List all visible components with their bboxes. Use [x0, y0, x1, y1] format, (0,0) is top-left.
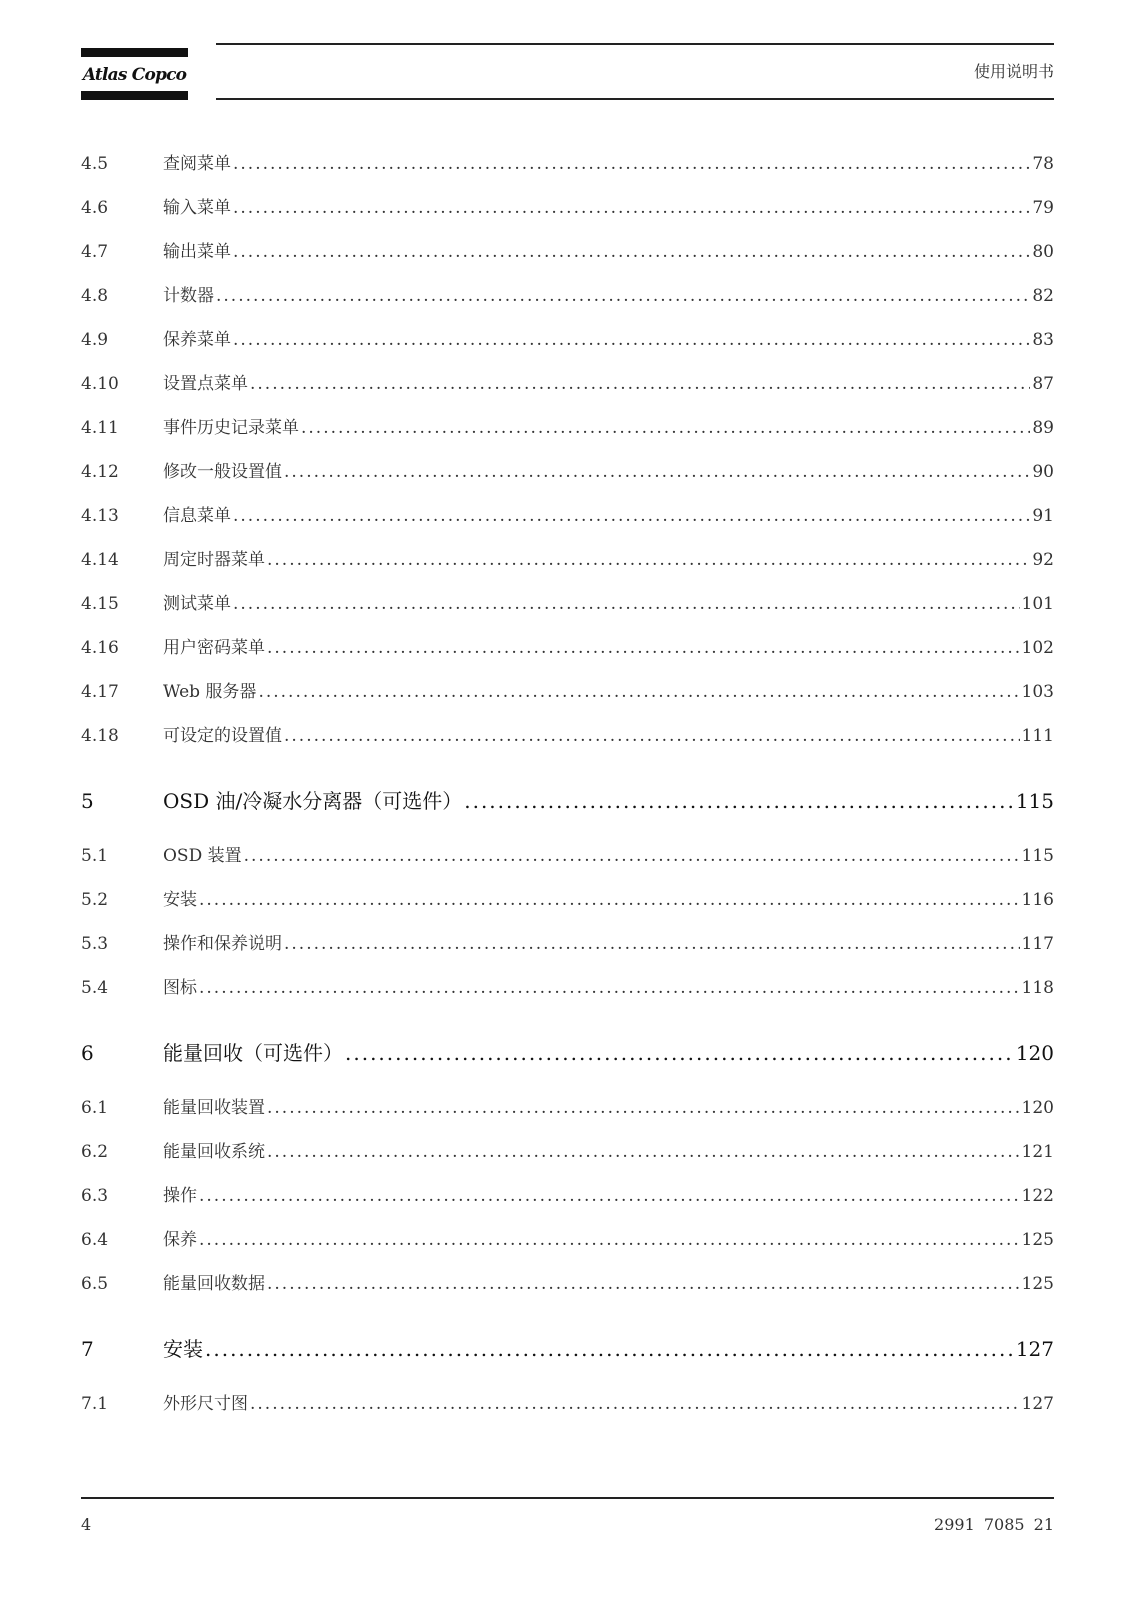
toc-entry-title: 测试菜单: [163, 594, 231, 614]
toc-entry-title: 能量回收数据: [163, 1274, 265, 1294]
header-rule-top: [216, 43, 1054, 45]
toc-dot-leader: [205, 1316, 1014, 1382]
toc-entry-page: 80: [1032, 242, 1054, 262]
toc-dot-leader: [233, 142, 1030, 186]
toc-entry-row[interactable]: [81, 1382, 1054, 1426]
toc-entry-row[interactable]: [81, 670, 1054, 714]
toc-entry-page: 111: [1021, 726, 1054, 746]
toc-entry-page: 125: [1021, 1230, 1054, 1250]
toc-dot-leader: [464, 768, 1014, 834]
toc-entry-page: 115: [1021, 846, 1054, 866]
toc-entry-title: 输入菜单: [163, 198, 231, 218]
toc-entry-number: 4.17: [81, 682, 119, 702]
toc-dot-leader: [244, 834, 1020, 878]
toc-entry-number: 4.12: [81, 462, 119, 482]
toc-entry-number: 7.1: [81, 1394, 109, 1414]
toc-dot-leader: [233, 582, 1020, 626]
toc-entry-page: 116: [1021, 890, 1054, 910]
toc-entry-number: 6.2: [81, 1142, 109, 1162]
toc-dot-leader: [258, 670, 1019, 714]
toc-entry-page: 115: [1015, 789, 1054, 813]
toc-dot-leader: [233, 186, 1030, 230]
toc-chapter-row[interactable]: [81, 768, 1054, 834]
header-rule-bottom: [216, 98, 1054, 100]
toc-entry-title: 安装: [163, 890, 197, 910]
toc-entry-row[interactable]: [81, 834, 1054, 878]
toc-entry-title: 事件历史记录菜单: [163, 418, 299, 438]
toc-entry-page: 122: [1021, 1186, 1054, 1206]
toc-entry-page: 127: [1015, 1337, 1054, 1361]
toc-entry-page: 87: [1032, 374, 1054, 394]
toc-entry-number: 6.3: [81, 1186, 109, 1206]
toc-entry-row[interactable]: [81, 230, 1054, 274]
toc-dot-leader: [284, 450, 1030, 494]
toc-entry-title: 信息菜单: [163, 506, 231, 526]
toc-entry-number: 5.1: [81, 846, 109, 866]
toc-entry-row[interactable]: [81, 922, 1054, 966]
atlas-copco-logo: [81, 48, 188, 100]
toc-entry-title: 保养菜单: [163, 330, 231, 350]
toc-entry-row[interactable]: [81, 1174, 1054, 1218]
toc-entry-row[interactable]: [81, 450, 1054, 494]
toc-entry-row[interactable]: [81, 966, 1054, 1010]
toc-entry-number: 4.10: [81, 374, 119, 394]
toc-dot-leader: [345, 1020, 1014, 1086]
toc-entry-page: 89: [1032, 418, 1054, 438]
toc-entry-number: 5: [81, 789, 94, 813]
toc-entry-title: 操作: [163, 1186, 197, 1206]
footer-rule: [81, 1497, 1054, 1499]
toc-entry-number: 4.6: [81, 198, 109, 218]
toc-entry-title: 保养: [163, 1230, 197, 1250]
logo-bar-bottom: [81, 91, 188, 100]
toc-entry-page: 117: [1021, 934, 1054, 954]
toc-entry-title: 图标: [163, 978, 197, 998]
toc-dot-leader: [267, 538, 1030, 582]
toc-chapter-row[interactable]: [81, 1316, 1054, 1382]
toc-entry-title: 修改一般设置值: [163, 462, 282, 482]
toc-entry-title: OSD 油/冷凝水分离器（可选件）: [163, 789, 463, 813]
toc-entry-title: 外形尺寸图: [163, 1394, 248, 1414]
logo-wordmark: Atlas Copco: [82, 65, 187, 85]
toc-entry-row[interactable]: [81, 878, 1054, 922]
toc-dot-leader: [267, 1086, 1020, 1130]
toc-entry-number: 4.9: [81, 330, 109, 350]
toc-entry-row[interactable]: [81, 1262, 1054, 1306]
toc-entry-page: 120: [1021, 1098, 1054, 1118]
toc-entry-number: 5.2: [81, 890, 109, 910]
toc-entry-number: 4.11: [81, 418, 119, 438]
toc-entry-title: OSD 装置: [163, 846, 242, 866]
toc-entry-title: 能量回收（可选件）: [163, 1041, 343, 1065]
toc-entry-page: 103: [1021, 682, 1054, 702]
toc-entry-title: 用户密码菜单: [163, 638, 265, 658]
toc-entry-row[interactable]: [81, 318, 1054, 362]
toc-entry-row[interactable]: [81, 714, 1054, 758]
toc-entry-number: 5.4: [81, 978, 109, 998]
toc-entry-page: 118: [1021, 978, 1054, 998]
toc-entry-number: 6.1: [81, 1098, 109, 1118]
toc-entry-title: 周定时器菜单: [163, 550, 265, 570]
toc-entry-title: 可设定的设置值: [163, 726, 282, 746]
toc-entry-page: 92: [1032, 550, 1054, 570]
toc-dot-leader: [250, 1382, 1020, 1426]
toc-dot-leader: [267, 626, 1020, 670]
toc-entry-page: 91: [1032, 506, 1054, 526]
toc-dot-leader: [284, 714, 1020, 758]
toc-entry-number: 7: [81, 1337, 94, 1361]
toc-entry-row[interactable]: [81, 274, 1054, 318]
toc-dot-leader: [284, 922, 1020, 966]
toc-entry-number: 4.15: [81, 594, 119, 614]
toc-entry-row[interactable]: [81, 1086, 1054, 1130]
toc-dot-leader: [199, 1174, 1020, 1218]
toc-entry-number: 4.13: [81, 506, 119, 526]
toc-entry-number: 4.5: [81, 154, 109, 174]
toc-entry-number: 4.7: [81, 242, 109, 262]
toc-entry-page: 120: [1015, 1041, 1054, 1065]
header-title: 使用说明书: [973, 62, 1054, 81]
toc-entry-page: 121: [1021, 1142, 1054, 1162]
footer-page-number: 4: [81, 1515, 92, 1534]
toc-entry-page: 78: [1032, 154, 1054, 174]
toc-entry-title: 能量回收装置: [163, 1098, 265, 1118]
toc-dot-leader: [267, 1130, 1020, 1174]
footer-document-code: 2991 7085 21: [934, 1515, 1054, 1534]
toc-dot-leader: [233, 494, 1030, 538]
toc-entry-page: 125: [1021, 1274, 1054, 1294]
toc-entry-page: 90: [1032, 462, 1054, 482]
toc-dot-leader: [301, 406, 1030, 450]
logo-bar-top: [81, 48, 188, 57]
toc-dot-leader: [199, 878, 1020, 922]
toc-entry-page: 83: [1032, 330, 1054, 350]
toc-entry-page: 79: [1032, 198, 1054, 218]
toc-entry-number: 5.3: [81, 934, 109, 954]
toc-entry-row[interactable]: [81, 582, 1054, 626]
toc-entry-number: 4.14: [81, 550, 119, 570]
toc-entry-row[interactable]: [81, 626, 1054, 670]
toc-entry-title: 输出菜单: [163, 242, 231, 262]
toc-entry-row[interactable]: [81, 186, 1054, 230]
toc-dot-leader: [233, 230, 1030, 274]
toc-dot-leader: [216, 274, 1030, 318]
toc-entry-number: 6.4: [81, 1230, 109, 1250]
toc-entry-row[interactable]: [81, 142, 1054, 186]
toc-entry-title: 设置点菜单: [163, 374, 248, 394]
toc-entry-title: 查阅菜单: [163, 154, 231, 174]
toc-entry-number: 4.18: [81, 726, 119, 746]
toc-entry-page: 102: [1021, 638, 1054, 658]
toc-dot-leader: [233, 318, 1030, 362]
toc-entry-title: 能量回收系统: [163, 1142, 265, 1162]
toc-entry-number: 6.5: [81, 1274, 109, 1294]
toc-entry-number: 4.16: [81, 638, 119, 658]
table-of-contents: [81, 142, 1054, 1426]
toc-entry-number: 6: [81, 1041, 94, 1065]
toc-entry-row[interactable]: [81, 494, 1054, 538]
toc-dot-leader: [267, 1262, 1020, 1306]
toc-dot-leader: [250, 362, 1030, 406]
toc-dot-leader: [199, 966, 1020, 1010]
toc-entry-page: 127: [1021, 1394, 1054, 1414]
toc-dot-leader: [199, 1218, 1020, 1262]
toc-entry-page: 82: [1032, 286, 1054, 306]
toc-entry-page: 101: [1021, 594, 1054, 614]
toc-entry-title: Web 服务器: [163, 682, 257, 702]
toc-entry-number: 4.8: [81, 286, 109, 306]
toc-entry-row[interactable]: [81, 538, 1054, 582]
toc-entry-title: 安装: [163, 1337, 203, 1361]
toc-entry-title: 操作和保养说明: [163, 934, 282, 954]
toc-entry-row[interactable]: [81, 1218, 1054, 1262]
toc-entry-row[interactable]: [81, 406, 1054, 450]
toc-entry-row[interactable]: [81, 362, 1054, 406]
toc-chapter-row[interactable]: [81, 1020, 1054, 1086]
toc-entry-row[interactable]: [81, 1130, 1054, 1174]
toc-entry-title: 计数器: [163, 286, 214, 306]
